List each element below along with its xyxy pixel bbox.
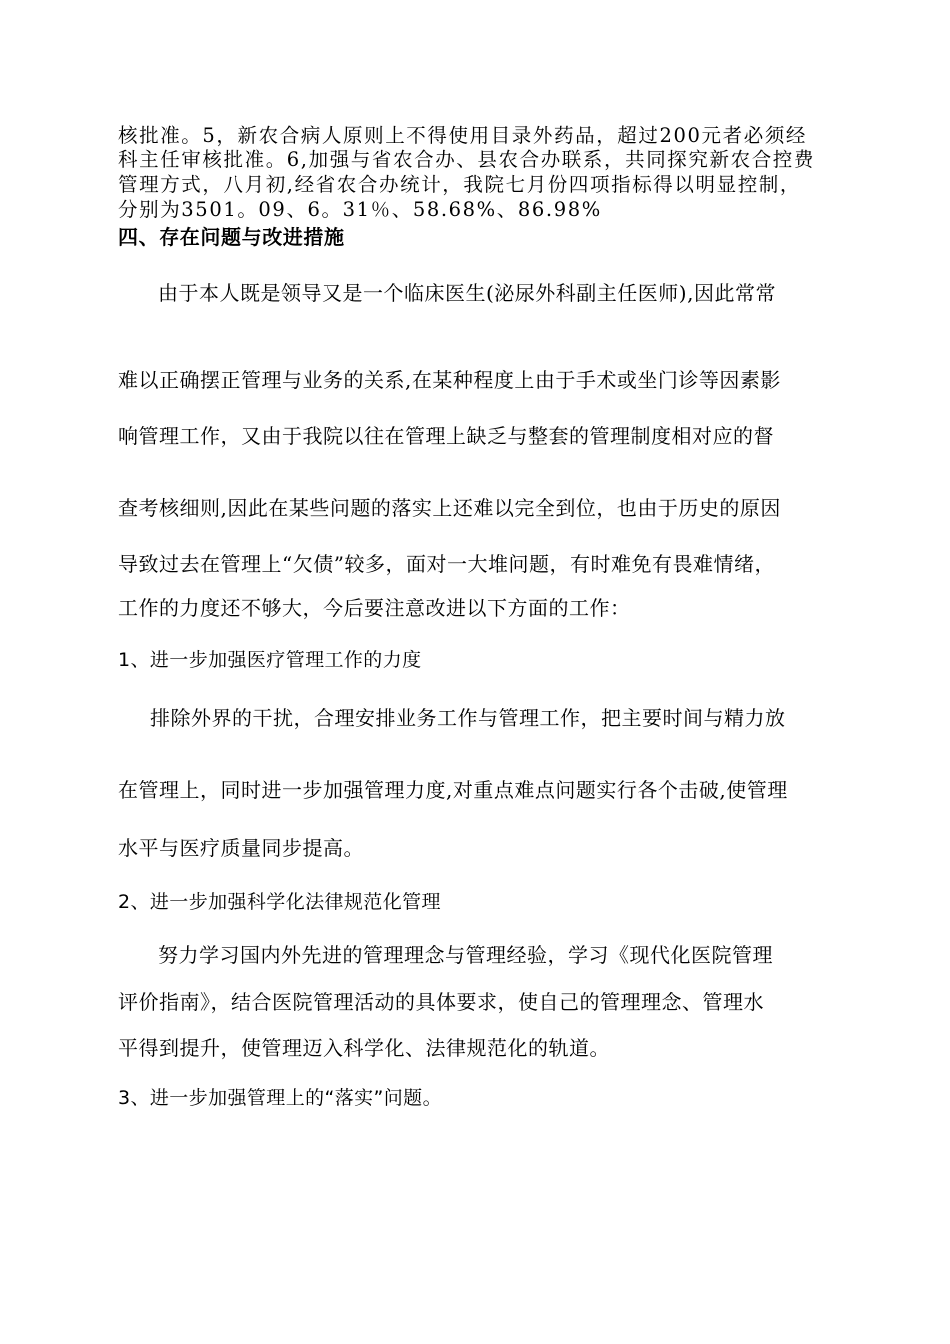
paragraph-line: 努力学习国内外先进的管理理念与管理经验，学习《现代化医院管理 <box>158 943 773 967</box>
paragraph-line: 响管理工作，又由于我院以往在管理上缺乏与整套的管理制度相对应的督 <box>118 424 774 448</box>
item-title: 2、进一步加强科学化法律规范化管理 <box>118 891 441 913</box>
text-line: 核批准。5，新农合病人原则上不得使用目录外药品，超过200元者必须经 <box>118 124 808 147</box>
paragraph-line: 由于本人既是领导又是一个临床医生(泌尿外科副主任医师),因此常常 <box>158 281 776 305</box>
paragraph-line: 排除外界的干扰，合理安排业务工作与管理工作，把主要时间与精力放 <box>150 706 786 730</box>
paragraph-line: 工作的力度还不够大，今后要注意改进以下方面的工作： <box>118 596 631 620</box>
section-heading: 四、存在问题与改进措施 <box>118 225 345 249</box>
text-line: 分别为3501。09、6。31％、58.68%、86.98% <box>118 198 602 221</box>
item-title: 1、进一步加强医疗管理工作的力度 <box>118 649 422 671</box>
paragraph-line: 评价指南》，结合医院管理活动的具体要求，使自己的管理理念、管理水 <box>118 990 764 1014</box>
paragraph-line: 在管理上，同时进一步加强管理力度,对重点难点问题实行各个击破,使管理 <box>118 778 788 802</box>
paragraph-line: 导致过去在管理上“欠债”较多，面对一大堆问题，有时难免有畏难情绪， <box>118 552 775 576</box>
item-title: 3、进一步加强管理上的“落实”问题。 <box>118 1087 442 1109</box>
paragraph-line: 水平与医疗质量同步提高。 <box>118 836 364 860</box>
text-line: 科主任审核批准。6,加强与省农合办、县农合办联系，共同探究新农合控费 <box>118 148 816 171</box>
paragraph-line: 平得到提升，使管理迈入科学化、法律规范化的轨道。 <box>118 1036 610 1060</box>
paragraph-line: 难以正确摆正管理与业务的关系,在某种程度上由于手术或坐门诊等因素影 <box>118 368 781 392</box>
text-line: 管理方式，八月初,经省农合办统计，我院七月份四项指标得以明显控制， <box>118 173 801 196</box>
paragraph-line: 查考核细则,因此在某些问题的落实上还难以完全到位，也由于历史的原因 <box>118 496 781 520</box>
